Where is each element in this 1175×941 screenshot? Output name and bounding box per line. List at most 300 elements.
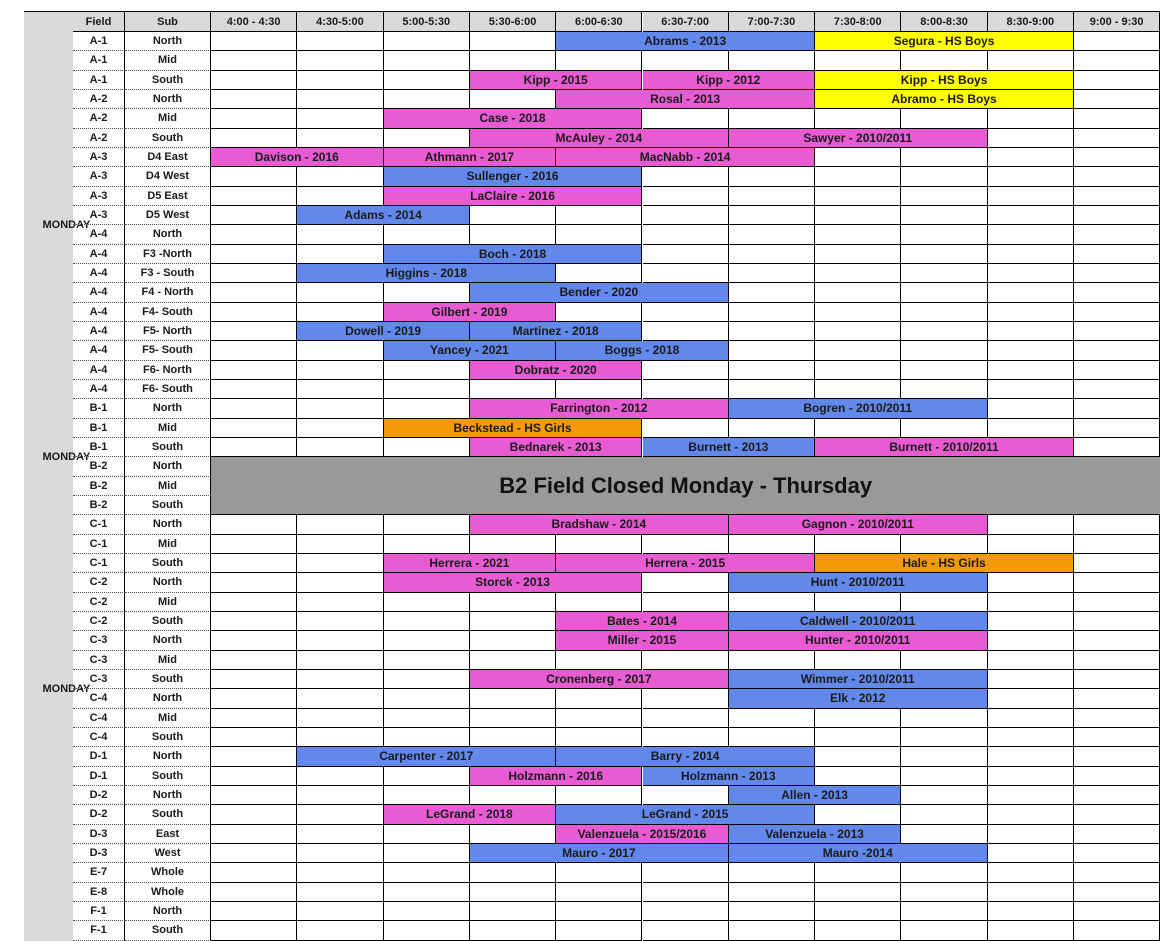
- slot-cell[interactable]: [1074, 399, 1160, 418]
- slot-cell[interactable]: [729, 167, 815, 186]
- booking-block[interactable]: Athmann - 2017: [384, 148, 557, 167]
- slot-cell[interactable]: [211, 283, 297, 302]
- slot-cell[interactable]: [384, 863, 470, 882]
- slot-cell[interactable]: [643, 786, 729, 805]
- slot-cell[interactable]: [297, 883, 383, 902]
- slot-cell[interactable]: [729, 245, 815, 264]
- slot-cell[interactable]: [297, 303, 383, 322]
- slot-cell[interactable]: [643, 419, 729, 438]
- slot-cell[interactable]: [556, 689, 642, 708]
- slot-cell[interactable]: [988, 786, 1074, 805]
- booking-block[interactable]: Gilbert - 2019: [384, 303, 557, 322]
- slot-cell[interactable]: [297, 689, 383, 708]
- slot-cell[interactable]: [815, 109, 901, 128]
- slot-cell[interactable]: [470, 631, 556, 650]
- slot-cell[interactable]: [1074, 341, 1160, 360]
- slot-cell[interactable]: [643, 206, 729, 225]
- booking-block[interactable]: Segura - HS Boys: [815, 32, 1074, 51]
- slot-cell[interactable]: [211, 90, 297, 109]
- slot-cell[interactable]: [1074, 767, 1160, 786]
- slot-cell[interactable]: [297, 419, 383, 438]
- booking-block[interactable]: LeGrand - 2018: [384, 805, 557, 824]
- slot-cell[interactable]: [297, 844, 383, 863]
- slot-cell[interactable]: [988, 129, 1074, 148]
- slot-cell[interactable]: [297, 825, 383, 844]
- slot-cell[interactable]: [988, 399, 1074, 418]
- slot-cell[interactable]: [901, 863, 987, 882]
- slot-cell[interactable]: [643, 689, 729, 708]
- slot-cell[interactable]: [901, 148, 987, 167]
- slot-cell[interactable]: [901, 535, 987, 554]
- slot-cell[interactable]: [211, 747, 297, 766]
- slot-cell[interactable]: [988, 380, 1074, 399]
- slot-cell[interactable]: [1074, 593, 1160, 612]
- slot-cell[interactable]: [988, 225, 1074, 244]
- slot-cell[interactable]: [901, 651, 987, 670]
- slot-cell[interactable]: [988, 148, 1074, 167]
- slot-cell[interactable]: [901, 709, 987, 728]
- slot-cell[interactable]: [211, 921, 297, 940]
- slot-cell[interactable]: [643, 264, 729, 283]
- slot-cell[interactable]: [211, 32, 297, 51]
- slot-cell[interactable]: [556, 921, 642, 940]
- slot-cell[interactable]: [211, 341, 297, 360]
- booking-block[interactable]: Kipp - 2012: [643, 71, 816, 90]
- slot-cell[interactable]: [729, 283, 815, 302]
- slot-cell[interactable]: [988, 515, 1074, 534]
- slot-cell[interactable]: [556, 303, 642, 322]
- slot-cell[interactable]: [297, 341, 383, 360]
- slot-cell[interactable]: [211, 303, 297, 322]
- slot-cell[interactable]: [297, 438, 383, 457]
- slot-cell[interactable]: [470, 709, 556, 728]
- slot-cell[interactable]: [1074, 670, 1160, 689]
- slot-cell[interactable]: [556, 728, 642, 747]
- slot-cell[interactable]: [556, 709, 642, 728]
- slot-cell[interactable]: [211, 361, 297, 380]
- slot-cell[interactable]: [470, 902, 556, 921]
- slot-cell[interactable]: [988, 631, 1074, 650]
- slot-cell[interactable]: [643, 728, 729, 747]
- slot-cell[interactable]: [470, 921, 556, 940]
- booking-block[interactable]: Gagnon - 2010/2011: [729, 515, 988, 534]
- slot-cell[interactable]: [901, 303, 987, 322]
- slot-cell[interactable]: [1074, 438, 1160, 457]
- slot-cell[interactable]: [1074, 805, 1160, 824]
- slot-cell[interactable]: [729, 535, 815, 554]
- slot-cell[interactable]: [1074, 612, 1160, 631]
- slot-cell[interactable]: [1074, 71, 1160, 90]
- slot-cell[interactable]: [297, 670, 383, 689]
- slot-cell[interactable]: [297, 109, 383, 128]
- slot-cell[interactable]: [988, 728, 1074, 747]
- slot-cell[interactable]: [297, 863, 383, 882]
- slot-cell[interactable]: [211, 515, 297, 534]
- slot-cell[interactable]: [988, 747, 1074, 766]
- slot-cell[interactable]: [297, 805, 383, 824]
- slot-cell[interactable]: [470, 51, 556, 70]
- slot-cell[interactable]: [297, 32, 383, 51]
- slot-cell[interactable]: [988, 167, 1074, 186]
- slot-cell[interactable]: [470, 786, 556, 805]
- slot-cell[interactable]: [729, 651, 815, 670]
- slot-cell[interactable]: [643, 322, 729, 341]
- slot-cell[interactable]: [556, 651, 642, 670]
- booking-block[interactable]: McAuley - 2014: [470, 129, 729, 148]
- slot-cell[interactable]: [729, 322, 815, 341]
- slot-cell[interactable]: [211, 844, 297, 863]
- slot-cell[interactable]: [211, 264, 297, 283]
- slot-cell[interactable]: [1074, 303, 1160, 322]
- slot-cell[interactable]: [815, 535, 901, 554]
- booking-block[interactable]: Sullenger - 2016: [384, 167, 643, 186]
- booking-block[interactable]: Hunt - 2010/2011: [729, 573, 988, 592]
- slot-cell[interactable]: [901, 728, 987, 747]
- slot-cell[interactable]: [815, 167, 901, 186]
- slot-cell[interactable]: [815, 593, 901, 612]
- slot-cell[interactable]: [297, 554, 383, 573]
- slot-cell[interactable]: [556, 51, 642, 70]
- slot-cell[interactable]: [815, 206, 901, 225]
- booking-block[interactable]: Caldwell - 2010/2011: [729, 612, 988, 631]
- slot-cell[interactable]: [384, 71, 470, 90]
- slot-cell[interactable]: [384, 709, 470, 728]
- slot-cell[interactable]: [901, 167, 987, 186]
- slot-cell[interactable]: [1074, 419, 1160, 438]
- slot-cell[interactable]: [643, 883, 729, 902]
- slot-cell[interactable]: [297, 245, 383, 264]
- slot-cell[interactable]: [643, 380, 729, 399]
- slot-cell[interactable]: [297, 631, 383, 650]
- booking-block[interactable]: Valenzuela - 2013: [729, 825, 902, 844]
- slot-cell[interactable]: [556, 863, 642, 882]
- booking-block[interactable]: Abrams - 2013: [556, 32, 815, 51]
- slot-cell[interactable]: [988, 206, 1074, 225]
- slot-cell[interactable]: [211, 573, 297, 592]
- slot-cell[interactable]: [901, 51, 987, 70]
- slot-cell[interactable]: [988, 109, 1074, 128]
- slot-cell[interactable]: [470, 689, 556, 708]
- slot-cell[interactable]: [384, 32, 470, 51]
- slot-cell[interactable]: [988, 535, 1074, 554]
- slot-cell[interactable]: [384, 361, 470, 380]
- slot-cell[interactable]: [729, 341, 815, 360]
- slot-cell[interactable]: [1074, 148, 1160, 167]
- slot-cell[interactable]: [297, 187, 383, 206]
- slot-cell[interactable]: [901, 380, 987, 399]
- slot-cell[interactable]: [211, 51, 297, 70]
- slot-cell[interactable]: [1074, 554, 1160, 573]
- slot-cell[interactable]: [901, 361, 987, 380]
- slot-cell[interactable]: [384, 902, 470, 921]
- slot-cell[interactable]: [988, 322, 1074, 341]
- slot-cell[interactable]: [211, 612, 297, 631]
- slot-cell[interactable]: [384, 689, 470, 708]
- slot-cell[interactable]: [815, 51, 901, 70]
- slot-cell[interactable]: [556, 786, 642, 805]
- booking-block[interactable]: Burnett - 2010/2011: [815, 438, 1074, 457]
- slot-cell[interactable]: [988, 245, 1074, 264]
- slot-cell[interactable]: [297, 90, 383, 109]
- booking-block[interactable]: Cronenberg - 2017: [470, 670, 729, 689]
- slot-cell[interactable]: [988, 187, 1074, 206]
- booking-block[interactable]: Abramo - HS Boys: [815, 90, 1074, 109]
- slot-cell[interactable]: [1074, 651, 1160, 670]
- slot-cell[interactable]: [297, 51, 383, 70]
- slot-cell[interactable]: [297, 535, 383, 554]
- slot-cell[interactable]: [815, 380, 901, 399]
- slot-cell[interactable]: [1074, 515, 1160, 534]
- slot-cell[interactable]: [1074, 245, 1160, 264]
- slot-cell[interactable]: [384, 535, 470, 554]
- slot-cell[interactable]: [384, 786, 470, 805]
- slot-cell[interactable]: [211, 129, 297, 148]
- slot-cell[interactable]: [384, 921, 470, 940]
- slot-cell[interactable]: [384, 515, 470, 534]
- booking-block[interactable]: Elk - 2012: [729, 689, 988, 708]
- slot-cell[interactable]: [297, 515, 383, 534]
- slot-cell[interactable]: [384, 728, 470, 747]
- booking-block[interactable]: LeGrand - 2015: [556, 805, 815, 824]
- slot-cell[interactable]: [815, 728, 901, 747]
- slot-cell[interactable]: [211, 728, 297, 747]
- slot-cell[interactable]: [729, 51, 815, 70]
- slot-cell[interactable]: [815, 921, 901, 940]
- slot-cell[interactable]: [1074, 902, 1160, 921]
- slot-cell[interactable]: [901, 747, 987, 766]
- slot-cell[interactable]: [729, 883, 815, 902]
- slot-cell[interactable]: [211, 863, 297, 882]
- slot-cell[interactable]: [815, 419, 901, 438]
- slot-cell[interactable]: [643, 921, 729, 940]
- slot-cell[interactable]: [1074, 109, 1160, 128]
- booking-block[interactable]: Holzmann - 2013: [643, 767, 816, 786]
- slot-cell[interactable]: [815, 283, 901, 302]
- slot-cell[interactable]: [1074, 883, 1160, 902]
- slot-cell[interactable]: [1074, 187, 1160, 206]
- slot-cell[interactable]: [815, 225, 901, 244]
- slot-cell[interactable]: [1074, 535, 1160, 554]
- slot-cell[interactable]: [815, 709, 901, 728]
- slot-cell[interactable]: [556, 902, 642, 921]
- slot-cell[interactable]: [297, 167, 383, 186]
- slot-cell[interactable]: [297, 380, 383, 399]
- slot-cell[interactable]: [729, 225, 815, 244]
- slot-cell[interactable]: [384, 767, 470, 786]
- booking-block[interactable]: Carpenter - 2017: [297, 747, 556, 766]
- slot-cell[interactable]: [297, 728, 383, 747]
- slot-cell[interactable]: [211, 109, 297, 128]
- slot-cell[interactable]: [211, 631, 297, 650]
- slot-cell[interactable]: [470, 651, 556, 670]
- slot-cell[interactable]: [729, 902, 815, 921]
- slot-cell[interactable]: [211, 71, 297, 90]
- slot-cell[interactable]: [901, 419, 987, 438]
- slot-cell[interactable]: [901, 206, 987, 225]
- slot-cell[interactable]: [643, 902, 729, 921]
- slot-cell[interactable]: [988, 902, 1074, 921]
- booking-block[interactable]: Kipp - 2015: [470, 71, 643, 90]
- slot-cell[interactable]: [901, 225, 987, 244]
- slot-cell[interactable]: [901, 786, 987, 805]
- slot-cell[interactable]: [384, 844, 470, 863]
- slot-cell[interactable]: [729, 419, 815, 438]
- booking-block[interactable]: Burnett - 2013: [643, 438, 816, 457]
- slot-cell[interactable]: [988, 573, 1074, 592]
- slot-cell[interactable]: [901, 341, 987, 360]
- booking-block[interactable]: Bates - 2014: [556, 612, 729, 631]
- slot-cell[interactable]: [643, 225, 729, 244]
- slot-cell[interactable]: [729, 921, 815, 940]
- slot-cell[interactable]: [211, 322, 297, 341]
- slot-cell[interactable]: [556, 225, 642, 244]
- slot-cell[interactable]: [384, 651, 470, 670]
- slot-cell[interactable]: [901, 187, 987, 206]
- slot-cell[interactable]: [1074, 747, 1160, 766]
- slot-cell[interactable]: [470, 728, 556, 747]
- slot-cell[interactable]: [815, 767, 901, 786]
- slot-cell[interactable]: [729, 264, 815, 283]
- slot-cell[interactable]: [988, 303, 1074, 322]
- slot-cell[interactable]: [815, 303, 901, 322]
- slot-cell[interactable]: [1074, 380, 1160, 399]
- slot-cell[interactable]: [643, 187, 729, 206]
- slot-cell[interactable]: [1074, 361, 1160, 380]
- slot-cell[interactable]: [1074, 844, 1160, 863]
- slot-cell[interactable]: [384, 631, 470, 650]
- slot-cell[interactable]: [1074, 631, 1160, 650]
- slot-cell[interactable]: [988, 767, 1074, 786]
- slot-cell[interactable]: [211, 767, 297, 786]
- booking-block[interactable]: Hunter - 2010/2011: [729, 631, 988, 650]
- slot-cell[interactable]: [729, 593, 815, 612]
- slot-cell[interactable]: [1074, 206, 1160, 225]
- slot-cell[interactable]: [556, 264, 642, 283]
- slot-cell[interactable]: [1074, 825, 1160, 844]
- slot-cell[interactable]: [470, 883, 556, 902]
- booking-block[interactable]: Barry - 2014: [556, 747, 815, 766]
- booking-block[interactable]: Dowell - 2019: [297, 322, 470, 341]
- booking-block[interactable]: Wimmer - 2010/2011: [729, 670, 988, 689]
- slot-cell[interactable]: [901, 322, 987, 341]
- slot-cell[interactable]: [643, 535, 729, 554]
- slot-cell[interactable]: [470, 825, 556, 844]
- slot-cell[interactable]: [1074, 786, 1160, 805]
- booking-block[interactable]: Sawyer - 2010/2011: [729, 129, 988, 148]
- slot-cell[interactable]: [211, 419, 297, 438]
- slot-cell[interactable]: [211, 399, 297, 418]
- slot-cell[interactable]: [815, 264, 901, 283]
- slot-cell[interactable]: [384, 129, 470, 148]
- slot-cell[interactable]: [988, 361, 1074, 380]
- slot-cell[interactable]: [297, 593, 383, 612]
- booking-block[interactable]: Farrington - 2012: [470, 399, 729, 418]
- slot-cell[interactable]: [901, 593, 987, 612]
- slot-cell[interactable]: [1074, 32, 1160, 51]
- slot-cell[interactable]: [729, 109, 815, 128]
- slot-cell[interactable]: [470, 380, 556, 399]
- slot-cell[interactable]: [297, 71, 383, 90]
- slot-cell[interactable]: [384, 51, 470, 70]
- booking-block[interactable]: Holzmann - 2016: [470, 767, 643, 786]
- slot-cell[interactable]: [470, 863, 556, 882]
- slot-cell[interactable]: [211, 902, 297, 921]
- slot-cell[interactable]: [211, 535, 297, 554]
- booking-block[interactable]: Bradshaw - 2014: [470, 515, 729, 534]
- slot-cell[interactable]: [1074, 689, 1160, 708]
- slot-cell[interactable]: [815, 747, 901, 766]
- slot-cell[interactable]: [297, 786, 383, 805]
- slot-cell[interactable]: [211, 786, 297, 805]
- slot-cell[interactable]: [643, 109, 729, 128]
- slot-cell[interactable]: [988, 805, 1074, 824]
- slot-cell[interactable]: [643, 573, 729, 592]
- slot-cell[interactable]: [988, 612, 1074, 631]
- booking-block[interactable]: Herrera - 2015: [556, 554, 815, 573]
- slot-cell[interactable]: [1074, 573, 1160, 592]
- booking-block[interactable]: Case - 2018: [384, 109, 643, 128]
- slot-cell[interactable]: [988, 825, 1074, 844]
- slot-cell[interactable]: [1074, 709, 1160, 728]
- slot-cell[interactable]: [901, 902, 987, 921]
- slot-cell[interactable]: [815, 902, 901, 921]
- slot-cell[interactable]: [988, 883, 1074, 902]
- slot-cell[interactable]: [729, 728, 815, 747]
- slot-cell[interactable]: [1074, 728, 1160, 747]
- slot-cell[interactable]: [384, 283, 470, 302]
- slot-cell[interactable]: [211, 380, 297, 399]
- booking-block[interactable]: Hale - HS Girls: [815, 554, 1074, 573]
- slot-cell[interactable]: [1074, 863, 1160, 882]
- slot-cell[interactable]: [384, 90, 470, 109]
- booking-block[interactable]: Herrera - 2021: [384, 554, 557, 573]
- slot-cell[interactable]: [729, 361, 815, 380]
- slot-cell[interactable]: [729, 380, 815, 399]
- slot-cell[interactable]: [729, 187, 815, 206]
- booking-block[interactable]: Bednarek - 2013: [470, 438, 643, 457]
- slot-cell[interactable]: [211, 689, 297, 708]
- booking-block[interactable]: Davison - 2016: [211, 148, 384, 167]
- slot-cell[interactable]: [988, 921, 1074, 940]
- slot-cell[interactable]: [556, 535, 642, 554]
- booking-block[interactable]: Allen - 2013: [729, 786, 902, 805]
- slot-cell[interactable]: [297, 399, 383, 418]
- booking-block[interactable]: Higgins - 2018: [297, 264, 556, 283]
- slot-cell[interactable]: [988, 689, 1074, 708]
- booking-block[interactable]: Bender - 2020: [470, 283, 729, 302]
- slot-cell[interactable]: [211, 670, 297, 689]
- slot-cell[interactable]: [384, 670, 470, 689]
- slot-cell[interactable]: [901, 109, 987, 128]
- slot-cell[interactable]: [815, 245, 901, 264]
- booking-block[interactable]: Valenzuela - 2015/2016: [556, 825, 729, 844]
- slot-cell[interactable]: [384, 825, 470, 844]
- slot-cell[interactable]: [815, 187, 901, 206]
- slot-cell[interactable]: [556, 206, 642, 225]
- slot-cell[interactable]: [1074, 225, 1160, 244]
- slot-cell[interactable]: [901, 805, 987, 824]
- slot-cell[interactable]: [297, 573, 383, 592]
- slot-cell[interactable]: [211, 225, 297, 244]
- slot-cell[interactable]: [1074, 283, 1160, 302]
- booking-block[interactable]: Mauro - 2017: [470, 844, 729, 863]
- slot-cell[interactable]: [643, 303, 729, 322]
- slot-cell[interactable]: [729, 863, 815, 882]
- slot-cell[interactable]: [988, 651, 1074, 670]
- slot-cell[interactable]: [297, 767, 383, 786]
- slot-cell[interactable]: [988, 283, 1074, 302]
- slot-cell[interactable]: [643, 167, 729, 186]
